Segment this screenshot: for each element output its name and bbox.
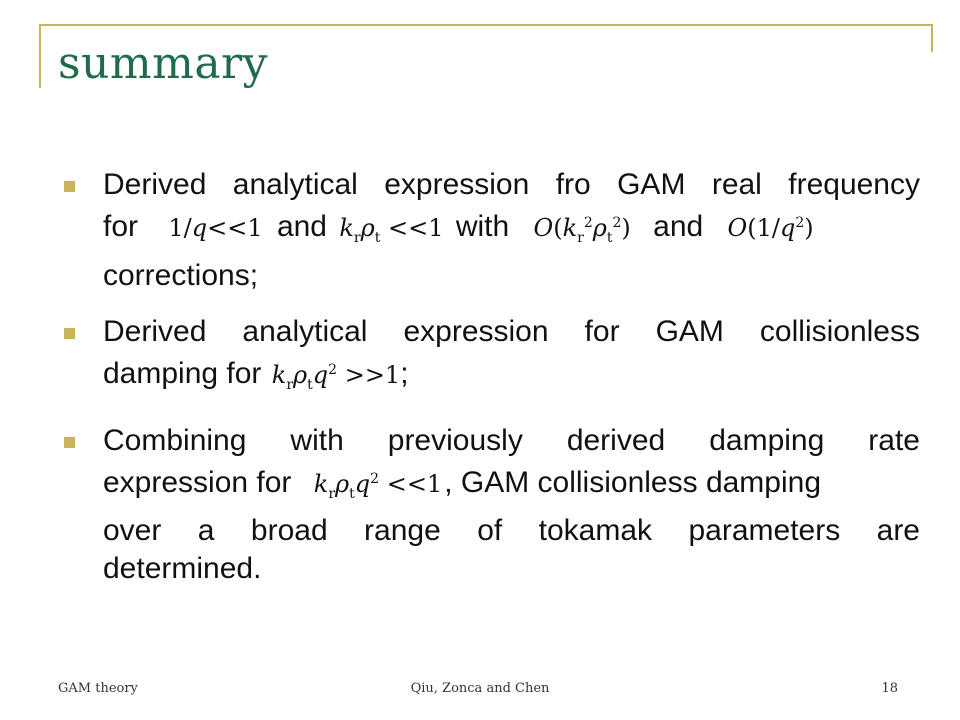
bullet-2-text-semicolon: ;	[400, 356, 409, 390]
math-kr-rho-q2-much-greater: $k_r\rho_tq^2 >>1$	[271, 360, 401, 393]
footer-authors: Qiu, Zonca and Chen	[410, 681, 550, 696]
bullet-3-line-4: determined.	[103, 552, 262, 586]
bullet-2-line-1: Derived analytical expression for GAM collisionless	[103, 314, 920, 348]
bullet-3-text-gam-collisionless: , GAM collisionless damping	[444, 465, 822, 499]
square-bullet-icon	[64, 437, 75, 448]
math-kr-rho-q2-much-less: $k_r\rho_tq^2 <<1$	[313, 469, 443, 502]
bullet-item-3	[60, 422, 920, 589]
bullet-list	[60, 166, 920, 606]
bullet-3-text-expression-for: expression for	[103, 465, 292, 499]
math-order-inverse-q-squared: $O(1/q^2)$	[727, 214, 814, 242]
bullet-3-line-2	[103, 460, 920, 513]
square-bullet-icon	[64, 328, 75, 339]
square-bullet-icon	[64, 181, 75, 192]
math-kr-rho-condition: $k_r\rho_t <<1$	[339, 214, 444, 246]
bullet-2-text-damping-for: damping for	[103, 356, 262, 390]
bullet-1-text-and-2: and	[653, 210, 704, 243]
frame-left-rule	[39, 24, 41, 88]
math-inverse-q-condition: 1/q<<1	[168, 214, 263, 242]
frame-top-rule	[40, 24, 932, 26]
frame-right-rule	[931, 24, 933, 52]
slide-title: summary	[58, 38, 268, 89]
bullet-1-line-1: Derived analytical expression fro GAM real frequency	[103, 168, 920, 201]
bullet-1-line-2	[103, 204, 920, 257]
bullet-1-text-for: for	[103, 210, 139, 243]
bullet-1-text-with: with	[455, 210, 510, 243]
bullet-3-line-3: over a broad range of tokamak parameters are	[103, 514, 920, 548]
bullet-1-line-3: corrections;	[103, 258, 259, 292]
bullet-3-line-1: Combining with previously derived damping rate	[103, 423, 920, 457]
footer-page-number: 18	[881, 681, 898, 696]
bullet-2-line-2	[103, 351, 920, 404]
footer-left-label: GAM theory	[58, 681, 138, 696]
math-order-kr-rho-squared: $O(k_r^2\rho_t^2)$	[533, 214, 631, 246]
bullet-item-2	[60, 313, 920, 404]
bullet-1-text-and-1: and	[276, 210, 327, 243]
bullet-item-1	[60, 166, 920, 295]
